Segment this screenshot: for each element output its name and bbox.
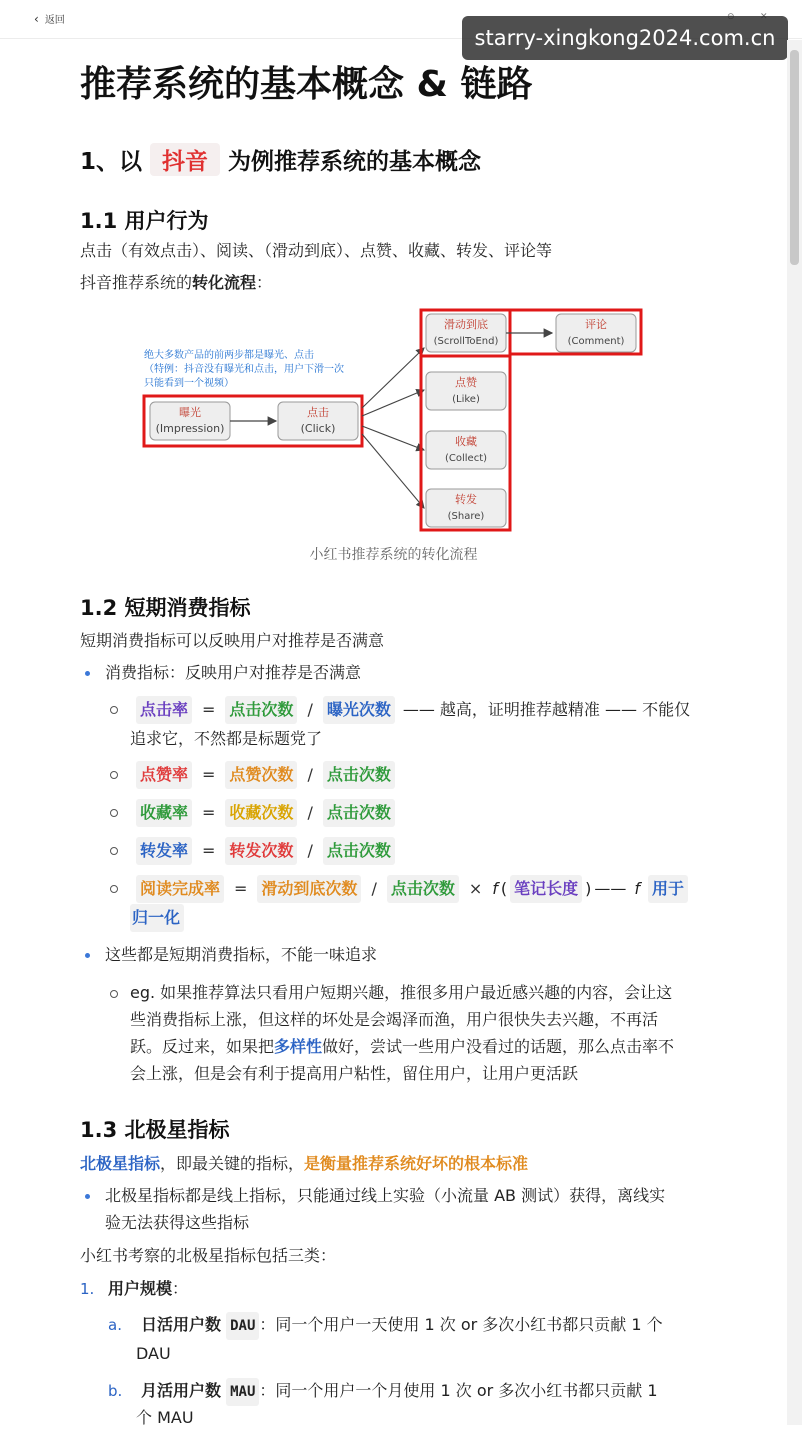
impression-cn: 曝光: [179, 406, 201, 419]
section-1-2-heading: 1.2 短期消费指标: [80, 596, 251, 620]
normalize-line-2: [130, 904, 184, 932]
dau-item: [141, 1311, 663, 1340]
conversion-suffix: ：: [256, 273, 273, 292]
times-sign: ×: [468, 879, 483, 898]
back-label: 返回: [44, 15, 65, 26]
north-star-standard: 是衡量推荐系统好坏的根本标准: [304, 1154, 529, 1173]
mau-text-2: 个 MAU: [136, 1408, 194, 1427]
user-scale-colon: ：: [172, 1279, 189, 1298]
bullet-dot: [85, 1194, 90, 1199]
click-count: 点击次数: [323, 837, 395, 865]
bullet-short-term: 这些都是短期消费指标，不能一味追求: [105, 945, 378, 964]
scroll-cn: 滑动到底: [444, 318, 488, 331]
click-count: 点击次数: [387, 875, 459, 903]
user-actions-line: 点击（有效点击）、阅读、（滑动到底）、点赞、收藏、转发、评论等: [80, 241, 553, 260]
like-en: (Like): [452, 394, 480, 405]
normalize-label-1: 用于: [648, 875, 688, 903]
mau-text: ：同一个用户一个月使用 1 次 or 多次小红书都只贡献 1: [259, 1381, 658, 1400]
click-share-arrow: [362, 434, 424, 508]
sub-bullet-circle: [110, 706, 118, 714]
read-completion-label: 阅读完成率: [136, 875, 224, 903]
conversion-flow-line: [80, 270, 272, 296]
click-count: 点击次数: [225, 696, 297, 724]
north-star-label: 北极星指标: [80, 1154, 161, 1173]
eg-line-3: [130, 1033, 674, 1061]
equals-sign: =: [202, 765, 216, 784]
sub-bullet-circle: [110, 809, 118, 817]
slash-sign: /: [307, 765, 313, 784]
mau-code: MAU: [226, 1378, 259, 1406]
scroll-en: (ScrollToEnd): [433, 336, 499, 347]
collect-rate-label: 收藏率: [136, 799, 192, 827]
equals-sign: =: [202, 841, 216, 860]
section-1-suffix: 为例推荐系统的基本概念: [228, 149, 482, 175]
note-length: 笔记长度: [510, 875, 582, 903]
section-1-1-heading: 1.1 用户行为: [80, 209, 209, 233]
sub-bullet-circle: [110, 990, 118, 998]
eg-line-4: 会上涨，但是会有利于提高用户粘性，留住用户，让用户更活跃: [130, 1064, 579, 1083]
eg-line-3b: 做好，尝试一些用户没看过的话题，那么点击率不: [322, 1037, 675, 1056]
watermark: starry-xingkong2024.com.cn: [462, 16, 788, 60]
click-cn: 点击: [307, 406, 329, 419]
sub-bullet-circle: [110, 847, 118, 855]
list-number-1: 1.: [80, 1280, 95, 1298]
click-count: 点击次数: [323, 799, 395, 827]
dau-text-2: DAU: [136, 1344, 171, 1363]
north-star-definition: [80, 1151, 528, 1177]
formula-like-rate: [136, 761, 395, 789]
dau-code: DAU: [226, 1312, 259, 1340]
conversion-flow-diagram: [0, 300, 787, 540]
slash-sign: /: [307, 803, 313, 822]
eg-line-2: 些消费指标上涨，但这样的坏处是会竭泽而渔，用户很快失去兴趣，不再活: [130, 1010, 659, 1029]
sub-bullet-circle: [110, 771, 118, 779]
north-star-intro: 小红书考察的北极星指标包括三类：: [80, 1246, 337, 1265]
left-paren: (: [500, 879, 508, 898]
share-count: 转发次数: [225, 837, 297, 865]
collect-cn: 收藏: [455, 435, 477, 448]
dau-label: 日活用户数: [141, 1315, 222, 1334]
scroll-count: 滑动到底次数: [257, 875, 361, 903]
ctr-note-2: 追求它，不然都是标题党了: [130, 729, 323, 748]
equals-sign: =: [202, 700, 216, 719]
share-en: (Share): [447, 511, 485, 522]
dash: ——: [594, 879, 627, 898]
chevron-left-icon: ‹: [34, 12, 39, 26]
user-scale-label: 用户规模: [108, 1279, 173, 1298]
north-star-bullet-2: 验无法获得这些指标: [105, 1213, 250, 1232]
impression-en: (Impression): [155, 422, 225, 435]
north-star-def-mid: ，即最关键的指标，: [160, 1154, 305, 1173]
scrollbar-thumb[interactable]: [790, 50, 799, 265]
diagram-caption: 小红书推荐系统的转化流程: [309, 547, 478, 563]
dau-text: ：同一个用户一天使用 1 次 or 多次小红书都只贡献 1 个: [259, 1315, 663, 1334]
slash-sign: /: [307, 841, 313, 860]
short-term-intro: 短期消费指标可以反映用户对推荐是否满意: [80, 631, 385, 650]
bullet-dot: [85, 953, 90, 958]
user-scale-item: [108, 1275, 188, 1303]
share-rate-label: 转发率: [136, 837, 192, 865]
like-rate-label: 点赞率: [136, 761, 192, 789]
eg-line-3a: 跃。反过来，如果把: [130, 1037, 275, 1056]
formula-ctr: [136, 696, 690, 724]
formula-collect-rate: [136, 799, 395, 827]
mau-label: 月活用户数: [141, 1381, 222, 1400]
collect-en: (Collect): [444, 453, 488, 464]
sub-bullet-circle: [110, 885, 118, 893]
section-1-3-heading: 1.3 北极星指标: [80, 1118, 230, 1142]
ctr-label: 点击率: [136, 696, 192, 724]
collect-count: 收藏次数: [225, 799, 297, 827]
bullet-consumption-metrics: 消费指标：反映用户对推荐是否满意: [105, 663, 362, 682]
function-f: f: [492, 879, 498, 898]
right-paren: ): [585, 879, 592, 898]
diagram-note-2: （特例：抖音没有曝光和点击，用户下滑一次: [144, 364, 344, 375]
diagram-note-3: 只能看到一个视频）: [144, 378, 234, 389]
mau-item: [141, 1377, 658, 1406]
equals-sign: =: [202, 803, 216, 822]
click-like-arrow: [362, 390, 424, 416]
formula-share-rate: [136, 837, 395, 865]
diversity-highlight: 多样性: [274, 1037, 323, 1056]
list-letter-b: b.: [108, 1382, 123, 1400]
click-scroll-arrow: [362, 348, 424, 408]
formula-read-completion: [136, 875, 688, 903]
section-1-prefix: 1、以: [80, 149, 143, 175]
eg-line-1: eg. 如果推荐算法只看用户短期兴趣，推很多用户最近感兴趣的内容，会让这: [130, 983, 673, 1002]
conversion-prefix: 抖音推荐系统的: [80, 273, 193, 292]
douyin-highlight: 抖音: [150, 143, 220, 176]
click-en: (Click): [300, 422, 336, 435]
function-f: f: [634, 879, 641, 898]
slash-sign: /: [307, 700, 313, 719]
section-1-heading: [80, 143, 481, 176]
impression-count: 曝光次数: [323, 696, 395, 724]
conversion-bold: 转化流程: [192, 273, 257, 292]
click-count: 点击次数: [323, 761, 395, 789]
north-star-bullet-1: 北极星指标都是线上指标，只能通过线上实验（小流量 AB 测试）获得，离线实: [105, 1186, 666, 1205]
ctr-note-1: —— 越高，证明推荐越精准 —— 不能仅: [402, 700, 691, 719]
bullet-dot: [85, 671, 90, 676]
like-cn: 点赞: [455, 376, 477, 389]
comment-en: (Comment): [567, 336, 625, 347]
diagram-note-1: 绝大多数产品的前两步都是曝光、点击: [144, 350, 314, 361]
like-count: 点赞次数: [225, 761, 297, 789]
slash-sign: /: [371, 879, 377, 898]
click-collect-arrow: [362, 426, 424, 450]
share-cn: 转发: [455, 493, 477, 506]
page-title: 推荐系统的基本概念 & 链路: [80, 64, 533, 105]
list-letter-a: a.: [108, 1316, 122, 1334]
comment-cn: 评论: [585, 318, 607, 331]
normalize-label-2: 归一化: [130, 904, 184, 932]
back-button[interactable]: [34, 11, 65, 26]
equals-sign: =: [234, 879, 248, 898]
